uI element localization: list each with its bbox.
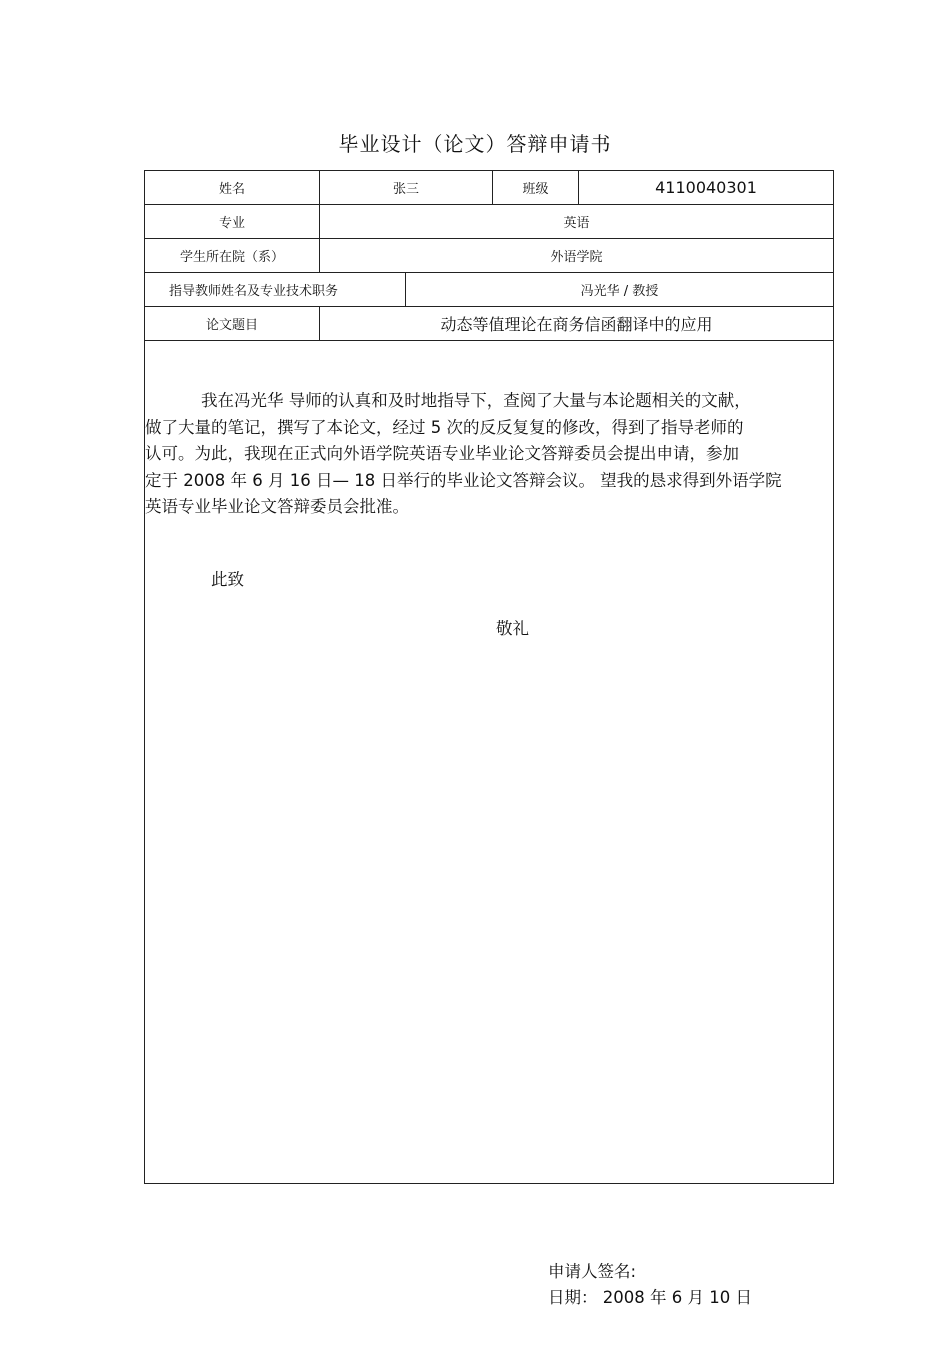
- major-label: 专业: [145, 205, 320, 238]
- row-advisor: [145, 273, 833, 307]
- signature-label: 申请人签名:: [548, 1262, 637, 1281]
- letter-line: 定于 2008 年 6 月 16 日— 18 日举行的毕业论文答辩会议。 望我的恳求得到外语学院: [145, 470, 782, 490]
- letter-paragraph: [145, 388, 833, 521]
- department-value: 外语学院: [550, 250, 603, 265]
- letter-line: 做了大量的笔记，撰写了本论文，经过 5 次的反反复复的修改，得到了指导老师的: [145, 417, 744, 437]
- regards: 敬礼: [496, 619, 529, 638]
- signature-block: [548, 1259, 752, 1311]
- document-title: 毕业设计（论文）答辩申请书: [338, 132, 612, 156]
- department-label: 学生所在院（系）: [145, 239, 320, 272]
- major-value: 英语: [563, 216, 590, 231]
- row-name-class: [145, 171, 833, 205]
- date-line: 日期： 2008 年 6 月 10 日: [548, 1288, 752, 1307]
- name-label: 姓名: [145, 171, 320, 204]
- class-value: 4110040301: [655, 178, 757, 197]
- row-department: [145, 239, 833, 273]
- topic-label: 论文题目: [145, 307, 320, 340]
- advisor-label: 指导教师姓名及专业技术职务: [145, 273, 406, 306]
- advisor-value: 冯光华 / 教授: [580, 284, 659, 299]
- letter-line: 认可。为此，我现在正式向外语学院英语专业毕业论文答辩委员会提出申请，参加: [145, 444, 739, 463]
- name-value: 张三: [320, 171, 493, 204]
- topic-value: 动态等值理论在商务信函翻译中的应用: [440, 315, 713, 334]
- application-form: [144, 170, 834, 1307]
- letter-body: [145, 341, 833, 1307]
- letter-line: 我在冯光华 导师的认真和及时地指导下，查阅了大量与本论题相关的文献，: [201, 391, 751, 410]
- letter-line: 英语专业毕业论文答辩委员会批准。: [145, 497, 409, 516]
- row-major: [145, 205, 833, 239]
- row-topic: [145, 307, 833, 341]
- class-label: 班级: [493, 171, 579, 204]
- salutation: 此致: [211, 570, 244, 589]
